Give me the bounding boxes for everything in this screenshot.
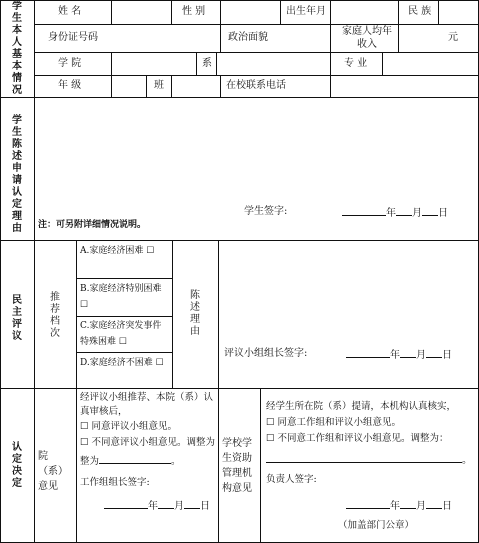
rule <box>0 240 479 241</box>
college-disagree-option: ☐ 不同意评议小组意见。调整为 <box>80 437 216 448</box>
rule <box>330 75 331 97</box>
month-text: 月 <box>174 501 184 512</box>
rule <box>330 0 331 24</box>
school-opinion-label: 学校学生资助管理机构意见 <box>222 438 252 494</box>
college-label: 学 院 <box>58 58 82 69</box>
rule <box>171 0 172 24</box>
rule <box>438 0 439 24</box>
college-opinion-label: 院（系）意见 <box>38 451 68 492</box>
rule <box>382 52 383 75</box>
option-b: B.家庭经济特别困难 ☐ <box>80 284 162 310</box>
rule <box>0 97 479 98</box>
month-text: 月 <box>412 208 422 219</box>
option-a: A.家庭经济困难 ☐ <box>80 246 155 256</box>
date-blank <box>158 498 174 509</box>
year-text: 年 <box>386 208 396 219</box>
income-unit: 元 <box>448 32 458 43</box>
rule <box>0 388 479 389</box>
college-adjust-line: 整为 。 <box>80 453 181 468</box>
option-c: C.家庭经济突发事件特殊困难 ☐ <box>80 321 162 347</box>
year-text: 年 <box>390 350 400 361</box>
rule <box>76 316 172 317</box>
school-agree-option: ☐ 同意工作组和评议小组意见。 <box>266 417 402 428</box>
political-label: 政治面貌 <box>228 32 268 43</box>
rule <box>111 0 112 24</box>
rule <box>216 52 217 75</box>
college-signature-label: 工作组组长签字: <box>80 477 150 488</box>
day-text: 日 <box>442 350 452 361</box>
day-text: 日 <box>438 208 448 219</box>
recommend-level-label: 推荐档次 <box>50 292 60 339</box>
rule <box>76 388 77 543</box>
dept-label: 系 <box>202 58 212 69</box>
college-signature-date <box>104 498 210 513</box>
month-text: 月 <box>416 501 426 512</box>
rule <box>398 24 399 52</box>
leader-signature-date <box>346 347 452 362</box>
rule <box>171 75 172 97</box>
income-label: 家庭人均年收入 <box>342 26 392 50</box>
school-disagree-option: ☐ 不同意工作组和评议小组意见。调整为： <box>266 433 449 444</box>
date-blank <box>104 498 148 509</box>
date-blank <box>396 205 412 216</box>
gender-label: 性 别 <box>182 6 206 17</box>
phone-label: 在校联系电话 <box>226 80 286 91</box>
rule <box>34 0 35 543</box>
year-text: 年 <box>148 501 158 512</box>
rule <box>220 75 221 97</box>
stamp-note: （加盖部门公章） <box>338 520 415 531</box>
rule <box>172 240 173 388</box>
id-label: 身份证号码 <box>48 32 98 43</box>
rule <box>280 0 281 24</box>
college-review-text: 经评议小组推荐、本院（系）认真审核后， <box>80 392 214 417</box>
month-text: 月 <box>416 350 426 361</box>
rule <box>218 240 219 388</box>
student-signature-label: 学生签字: <box>244 206 288 217</box>
date-blank <box>346 498 390 509</box>
rule <box>0 0 1 543</box>
rule <box>220 0 221 24</box>
section-review: 民主评议 <box>12 295 22 342</box>
college-agree-option: ☐ 同意评议小组意见。 <box>80 421 178 432</box>
grade-label: 年 级 <box>58 80 82 91</box>
rule <box>330 24 331 52</box>
date-blank <box>184 498 200 509</box>
section-decision: 认定决定 <box>12 442 22 489</box>
adjust-blank <box>266 452 462 463</box>
rule <box>398 0 399 24</box>
section-basic-info: 学生本人基本情况 <box>12 1 22 96</box>
rule <box>260 388 261 543</box>
school-end: 。 <box>462 455 472 466</box>
rule <box>76 352 172 353</box>
school-signature-date <box>346 498 452 513</box>
rule <box>34 75 479 76</box>
rule <box>111 75 112 97</box>
date-blank <box>400 498 416 509</box>
date-blank <box>426 347 442 358</box>
day-text: 日 <box>200 501 210 512</box>
option-d: D.家庭经济不困难 ☐ <box>80 358 164 368</box>
date-blank <box>422 205 438 216</box>
rule <box>220 24 221 52</box>
rule <box>0 0 479 1</box>
year-text: 年 <box>390 501 400 512</box>
birth-label: 出生年月 <box>286 6 326 17</box>
rule <box>34 52 479 53</box>
school-adjust-line <box>266 452 472 467</box>
date-blank <box>342 205 386 216</box>
rule <box>34 24 479 25</box>
adjust-blank <box>99 453 171 464</box>
class-label: 班 <box>154 80 164 91</box>
rule <box>76 278 172 279</box>
rule <box>196 52 197 75</box>
name-label: 姓 名 <box>58 6 82 17</box>
ethnic-label: 民 族 <box>408 6 432 17</box>
major-label: 专 业 <box>344 58 368 69</box>
date-blank <box>346 347 390 358</box>
school-review-text: 经学生所在院（系）提请，本机构认真核实， <box>266 401 457 412</box>
rule <box>330 52 331 75</box>
school-signature-label: 负责人签字: <box>266 474 317 485</box>
section-statement: 学生陈述申请认定理由 <box>12 115 22 234</box>
reason-label: 陈述理由 <box>190 290 200 337</box>
date-blank <box>400 347 416 358</box>
rule <box>146 75 147 97</box>
day-text: 日 <box>442 501 452 512</box>
student-signature-date <box>342 205 448 220</box>
college-end: 。 <box>171 456 181 467</box>
leader-signature-label: 评议小组组长签字: <box>224 348 308 359</box>
rule <box>218 388 219 543</box>
rule <box>111 52 112 75</box>
statement-note: 注：可另附详细情况说明。 <box>38 220 147 230</box>
rule <box>76 240 77 388</box>
date-blank <box>426 498 442 509</box>
